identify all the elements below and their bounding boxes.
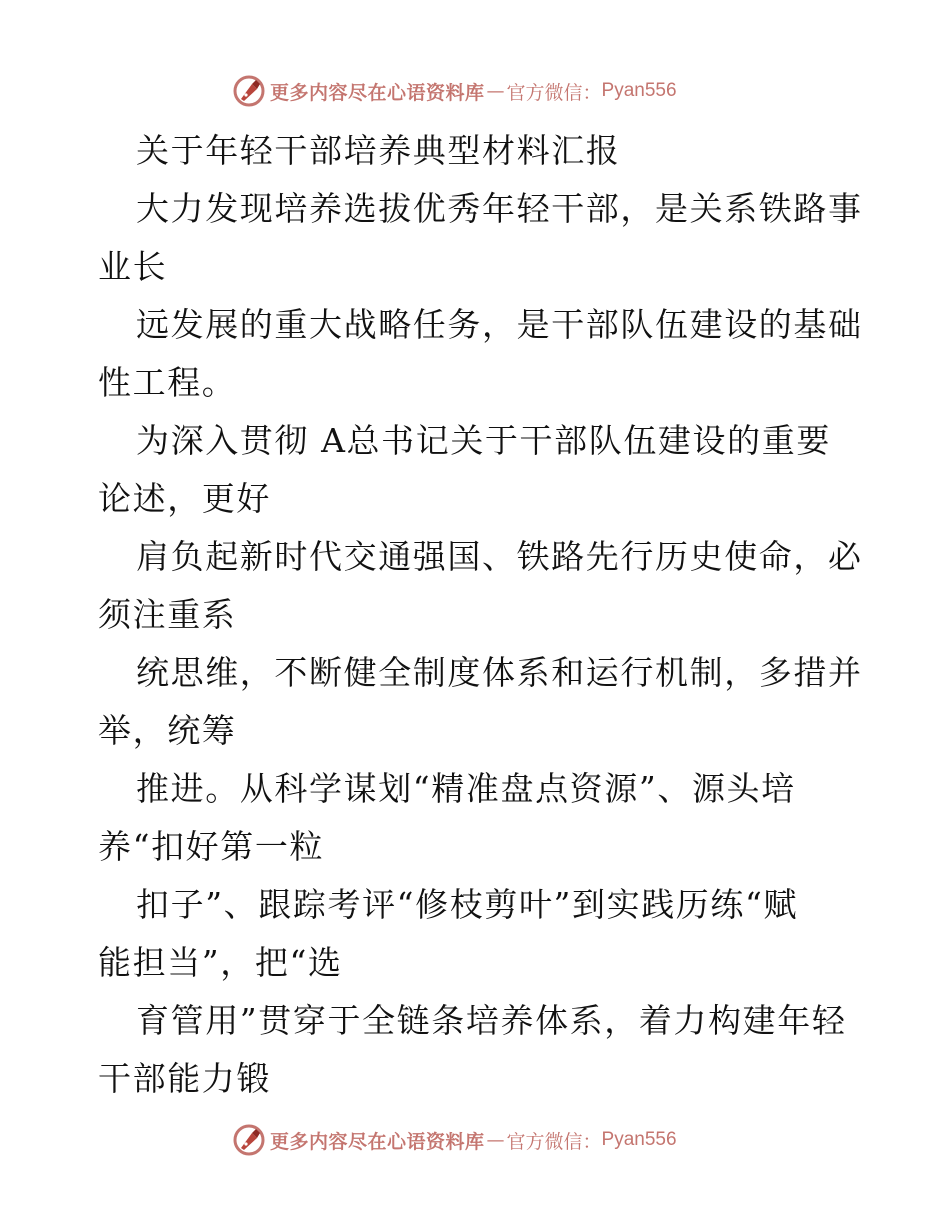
watermark-text: 更多内容尽在心语资料库 (270, 81, 485, 104)
paragraph-line: 统思维，不断健全制度体系和运行机制，多措并 (136, 653, 863, 692)
document-body (98, 122, 863, 1108)
watermark-contact-label: 官方微信： (506, 1130, 602, 1153)
paragraph-line: 扣子”、跟踪考评“修枝剪叶”到实践历练“赋 (136, 885, 799, 924)
footer-watermark (232, 1122, 677, 1158)
paragraph-line: 大力发现培养选拔优秀年轻干部，是关系铁路事 (136, 189, 863, 228)
paragraph-line: 肩负起新时代交通强国、铁路先行历史使命，必 (136, 537, 863, 576)
paragraph-line: 干部能力锻 (98, 1059, 271, 1098)
watermark-separator: — (486, 80, 505, 102)
paragraph-line: 举，统筹 (98, 711, 237, 750)
paragraph-line: 须注重系 (98, 595, 237, 634)
watermark-contact-id: Pyan556 (601, 1129, 677, 1150)
paragraph-line: 能担当”，把“选 (98, 943, 343, 982)
paragraph-line: 远发展的重大战略任务，是干部队伍建设的基础 (136, 305, 863, 344)
paragraph-line: 推进。从科学谋划“精准盘点资源”、源头培 (136, 769, 796, 808)
header-watermark (232, 73, 677, 109)
paragraph-line: 育管用”贯穿于全链条培养体系，着力构建年轻 (136, 1001, 847, 1040)
watermark-contact-id: Pyan556 (601, 80, 677, 101)
watermark-text: 更多内容尽在心语资料库 (270, 1130, 485, 1153)
paragraph-line: 为深入贯彻 A总书记关于干部队伍建设的重要 (136, 421, 831, 460)
document-title: 关于年轻干部培养典型材料汇报 (136, 131, 621, 170)
watermark-contact-label: 官方微信： (506, 81, 602, 104)
paragraph-line: 养“扣好第一粒 (98, 827, 325, 866)
paragraph-line: 论述，更好 (98, 479, 271, 518)
pen-nib-logo-icon (232, 1123, 266, 1157)
pen-nib-logo-icon (232, 74, 266, 108)
paragraph-line: 业长 (98, 247, 168, 286)
paragraph-line: 性工程。 (98, 363, 237, 402)
watermark-separator: — (486, 1129, 505, 1151)
